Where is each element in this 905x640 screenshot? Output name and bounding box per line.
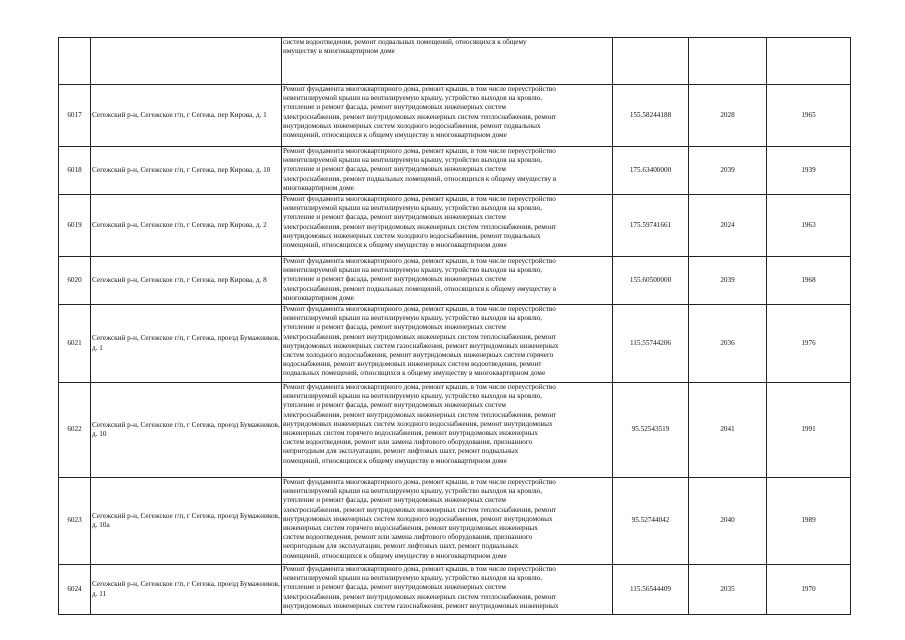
works-cell [282, 38, 613, 85]
works-line: помещений, относящихся к общему имуществу в многоквартирном доме [283, 551, 507, 560]
build-year-cell: 1991 [767, 383, 851, 478]
works-line: Ремонт фундамента многоквартирного дома, ремонт крыши, в том числе переустройство [283, 195, 556, 203]
works-line: Ремонт фундамента многоквартирного дома, ремонт крыши, в том числе переустройство [283, 478, 556, 486]
cost-cell: 95.52744042 [613, 478, 689, 565]
cost-cell: 115.55744206 [613, 305, 689, 383]
works-line: электроснабжения, ремонт внутридомовых инженерных систем теплоснабжения, ремонт [283, 592, 557, 601]
build-year-cell: 1965 [767, 85, 851, 147]
works-line: многоквартирном доме [283, 293, 354, 302]
address-cell: Сегежский р-н, Сегежское г/п, г Сегежа, пер Кирова, д. 8 [91, 257, 282, 305]
works-line: имуществу в многоквартирном доме [283, 47, 395, 56]
table-body [59, 38, 851, 615]
table-row [59, 195, 851, 257]
address-cell [91, 38, 282, 85]
build-year-cell: 1963 [767, 195, 851, 257]
works-line: невентилируемой крыши на вентилируемую крышу, устройство выходов на кровлю, [283, 314, 543, 323]
works-line: утепление и ремонт фасада, ремонт внутридомовых инженерных систем [283, 583, 506, 592]
table-row [59, 383, 851, 478]
row-number-cell: 6019 [59, 195, 91, 257]
cost-cell: 95.52543519 [613, 383, 689, 478]
works-line: водоснабжения, ремонт внутридомовых инженерных систем водоотведения, ремонт [283, 360, 542, 369]
table-row [59, 257, 851, 305]
cost-cell: 175.59741661 [613, 195, 689, 257]
works-line: систем водоотведения, ремонт подвальных помещений, относящихся к общему [283, 38, 527, 46]
works-line: систем холодного водоснабжения, ремонт внутридомовых инженерных систем горячего [283, 351, 554, 360]
table-row [59, 305, 851, 383]
works-line: невентилируемой крыши на вентилируемую крышу, устройство выходов на кровлю, [283, 487, 543, 496]
build-year-cell: 1970 [767, 565, 851, 615]
works-line: утепление и ремонт фасада, ремонт внутридомовых инженерных систем [283, 165, 506, 174]
works-line: электроснабжения, ремонт внутридомовых инженерных систем теплоснабжения, ремонт [283, 112, 557, 121]
row-number-cell: 6022 [59, 383, 91, 478]
works-line: Ремонт фундамента многоквартирного дома, ремонт крыши, в том числе переустройство [283, 305, 556, 313]
build-year-cell: 1968 [767, 257, 851, 305]
works-line: непригодным для эксплуатации, ремонт лифтовых шахт, ремонт подвальных [283, 447, 519, 456]
row-number-cell: 6024 [59, 565, 91, 615]
works-line: утепление и ремонт фасада, ремонт внутридомовых инженерных систем [283, 323, 506, 332]
works-line: внутридомовых инженерных систем холодного водоснабжения, ремонт внутридомовых [283, 419, 553, 428]
works-line: внутридомовых инженерных систем холодного водоснабжения, ремонт внутридомовых [283, 514, 553, 523]
address-cell: Сегежский р-н, Сегежское г/п, г Сегежа, проезд Бумажников, д. 11 [91, 565, 282, 615]
address-cell: Сегежский р-н, Сегежское г/п, г Сегежа, проезд Бумажников, д. 10а [91, 478, 282, 565]
works-line: электроснабжения, ремонт внутридомовых инженерных систем теплоснабжения, ремонт [283, 410, 557, 419]
planned-year-cell [689, 38, 767, 85]
works-line: Ремонт фундамента многоквартирного дома, ремонт крыши, в том числе переустройство [283, 565, 556, 573]
works-line: инженерных систем горячего водоснабжения, ремонт внутридомовых инженерных [283, 429, 538, 438]
planned-year-cell: 2028 [689, 85, 767, 147]
row-number-cell: 6021 [59, 305, 91, 383]
works-line: невентилируемой крыши на вентилируемую крышу, устройство выходов на кровлю, [283, 204, 543, 213]
row-number-cell: 6017 [59, 85, 91, 147]
works-cell [282, 195, 613, 257]
works-line: невентилируемой крыши на вентилируемую крышу, устройство выходов на кровлю, [283, 574, 543, 583]
works-line: инженерных систем горячего водоснабжения, ремонт внутридомовых инженерных [283, 524, 538, 533]
works-line: утепление и ремонт фасада, ремонт внутридомовых инженерных систем [283, 213, 506, 222]
works-line: электроснабжения, ремонт внутридомовых инженерных систем теплоснабжения, ремонт [283, 222, 557, 231]
works-line: многоквартирном доме [283, 183, 354, 192]
works-line: внутридомовых инженерных систем холодного водоснабжения, ремонт подвальных [283, 231, 541, 240]
works-line: электроснабжения, ремонт внутридомовых инженерных систем теплоснабжения, ремонт [283, 332, 557, 341]
cost-cell: 155.60500000 [613, 257, 689, 305]
works-line: невентилируемой крыши на вентилируемую крышу, устройство выходов на кровлю, [283, 266, 543, 275]
build-year-cell: 1989 [767, 478, 851, 565]
row-number-cell: 6023 [59, 478, 91, 565]
planned-year-cell: 2041 [689, 383, 767, 478]
works-line: непригодным для эксплуатации, ремонт лифтовых шахт, ремонт подвальных [283, 542, 519, 551]
works-line: внутридомовых инженерных систем газоснабжения, ремонт внутридомовых инженерных [283, 601, 559, 610]
works-line: утепление и ремонт фасада, ремонт внутридомовых инженерных систем [283, 103, 506, 112]
address-cell: Сегежский р-н, Сегежское г/п, г Сегежа, пер Кирова, д. 10 [91, 147, 282, 195]
capital-repair-table [58, 37, 851, 615]
cost-cell: 115.56544409 [613, 565, 689, 615]
planned-year-cell: 2039 [689, 257, 767, 305]
cost-cell [613, 38, 689, 85]
table-row [59, 147, 851, 195]
works-line: невентилируемой крыши на вентилируемую крышу, устройство выходов на кровлю, [283, 156, 543, 165]
table-row [59, 478, 851, 565]
works-line: систем водоотведения, ремонт или замена лифтового оборудования, признанного [283, 533, 533, 542]
table-row [59, 565, 851, 615]
planned-year-cell: 2035 [689, 565, 767, 615]
address-cell: Сегежский р-н, Сегежское г/п, г Сегежа, пер Кирова, д. 1 [91, 85, 282, 147]
works-line: Ремонт фундамента многоквартирного дома, ремонт крыши, в том числе переустройство [283, 257, 556, 265]
build-year-cell [767, 38, 851, 85]
works-line: утепление и ремонт фасада, ремонт внутридомовых инженерных систем [283, 275, 506, 284]
works-cell [282, 383, 613, 478]
works-line: внутридомовых инженерных систем газоснабжения, ремонт внутридомовых инженерных [283, 341, 559, 350]
table-row [59, 85, 851, 147]
cost-cell: 155.58244188 [613, 85, 689, 147]
works-line: помещений, относящихся к общему имуществу в многоквартирном доме [283, 131, 507, 140]
works-line: утепление и ремонт фасада, ремонт внутридомовых инженерных систем [283, 496, 506, 505]
works-line: внутридомовых инженерных систем холодного водоснабжения, ремонт подвальных [283, 121, 541, 130]
works-line: помещений, относящихся к общему имуществу в многоквартирном доме [283, 456, 507, 465]
works-line: невентилируемой крыши на вентилируемую крышу, устройство выходов на кровлю, [283, 392, 543, 401]
table-row [59, 38, 851, 85]
works-line: электроснабжения, ремонт внутридомовых инженерных систем теплоснабжения, ремонт [283, 505, 557, 514]
address-cell: Сегежский р-н, Сегежское г/п, г Сегежа, проезд Бумажников, д. 10 [91, 383, 282, 478]
works-cell [282, 565, 613, 615]
works-line: электроснабжения, ремонт подвальных помещений, относящихся к общему имуществу в [283, 174, 557, 183]
cost-cell: 175.63400000 [613, 147, 689, 195]
works-line: Ремонт фундамента многоквартирного дома, ремонт крыши, в том числе переустройство [283, 383, 556, 391]
address-cell: Сегежский р-н, Сегежское г/п, г Сегежа, проезд Бумажников, д. 1 [91, 305, 282, 383]
works-line: Ремонт фундамента многоквартирного дома, ремонт крыши, в том числе переустройство [283, 85, 556, 93]
works-line: утепление и ремонт фасада, ремонт внутридомовых инженерных систем [283, 401, 506, 410]
works-cell [282, 147, 613, 195]
planned-year-cell: 2024 [689, 195, 767, 257]
build-year-cell: 1976 [767, 305, 851, 383]
works-line: помещений, относящихся к общему имуществу в многоквартирном доме [283, 241, 507, 250]
works-cell [282, 85, 613, 147]
planned-year-cell: 2036 [689, 305, 767, 383]
works-line: Ремонт фундамента многоквартирного дома, ремонт крыши, в том числе переустройство [283, 147, 556, 155]
row-number-cell: 6020 [59, 257, 91, 305]
works-line: невентилируемой крыши на вентилируемую крышу, устройство выходов на кровлю, [283, 94, 543, 103]
planned-year-cell: 2039 [689, 147, 767, 195]
build-year-cell: 1939 [767, 147, 851, 195]
row-number-cell: 6018 [59, 147, 91, 195]
planned-year-cell: 2040 [689, 478, 767, 565]
works-line: электроснабжения, ремонт подвальных помещений, относящихся к общему имуществу в [283, 284, 557, 293]
works-cell [282, 478, 613, 565]
row-number-cell [59, 38, 91, 85]
works-line: систем водоотведения, ремонт или замена лифтового оборудования, признанного [283, 438, 533, 447]
works-cell [282, 257, 613, 305]
works-cell [282, 305, 613, 383]
address-cell: Сегежский р-н, Сегежское г/п, г Сегежа, пер Кирова, д. 2 [91, 195, 282, 257]
works-line: подвальных помещений, относящихся к общему имуществу в многоквартирном доме [283, 369, 546, 378]
